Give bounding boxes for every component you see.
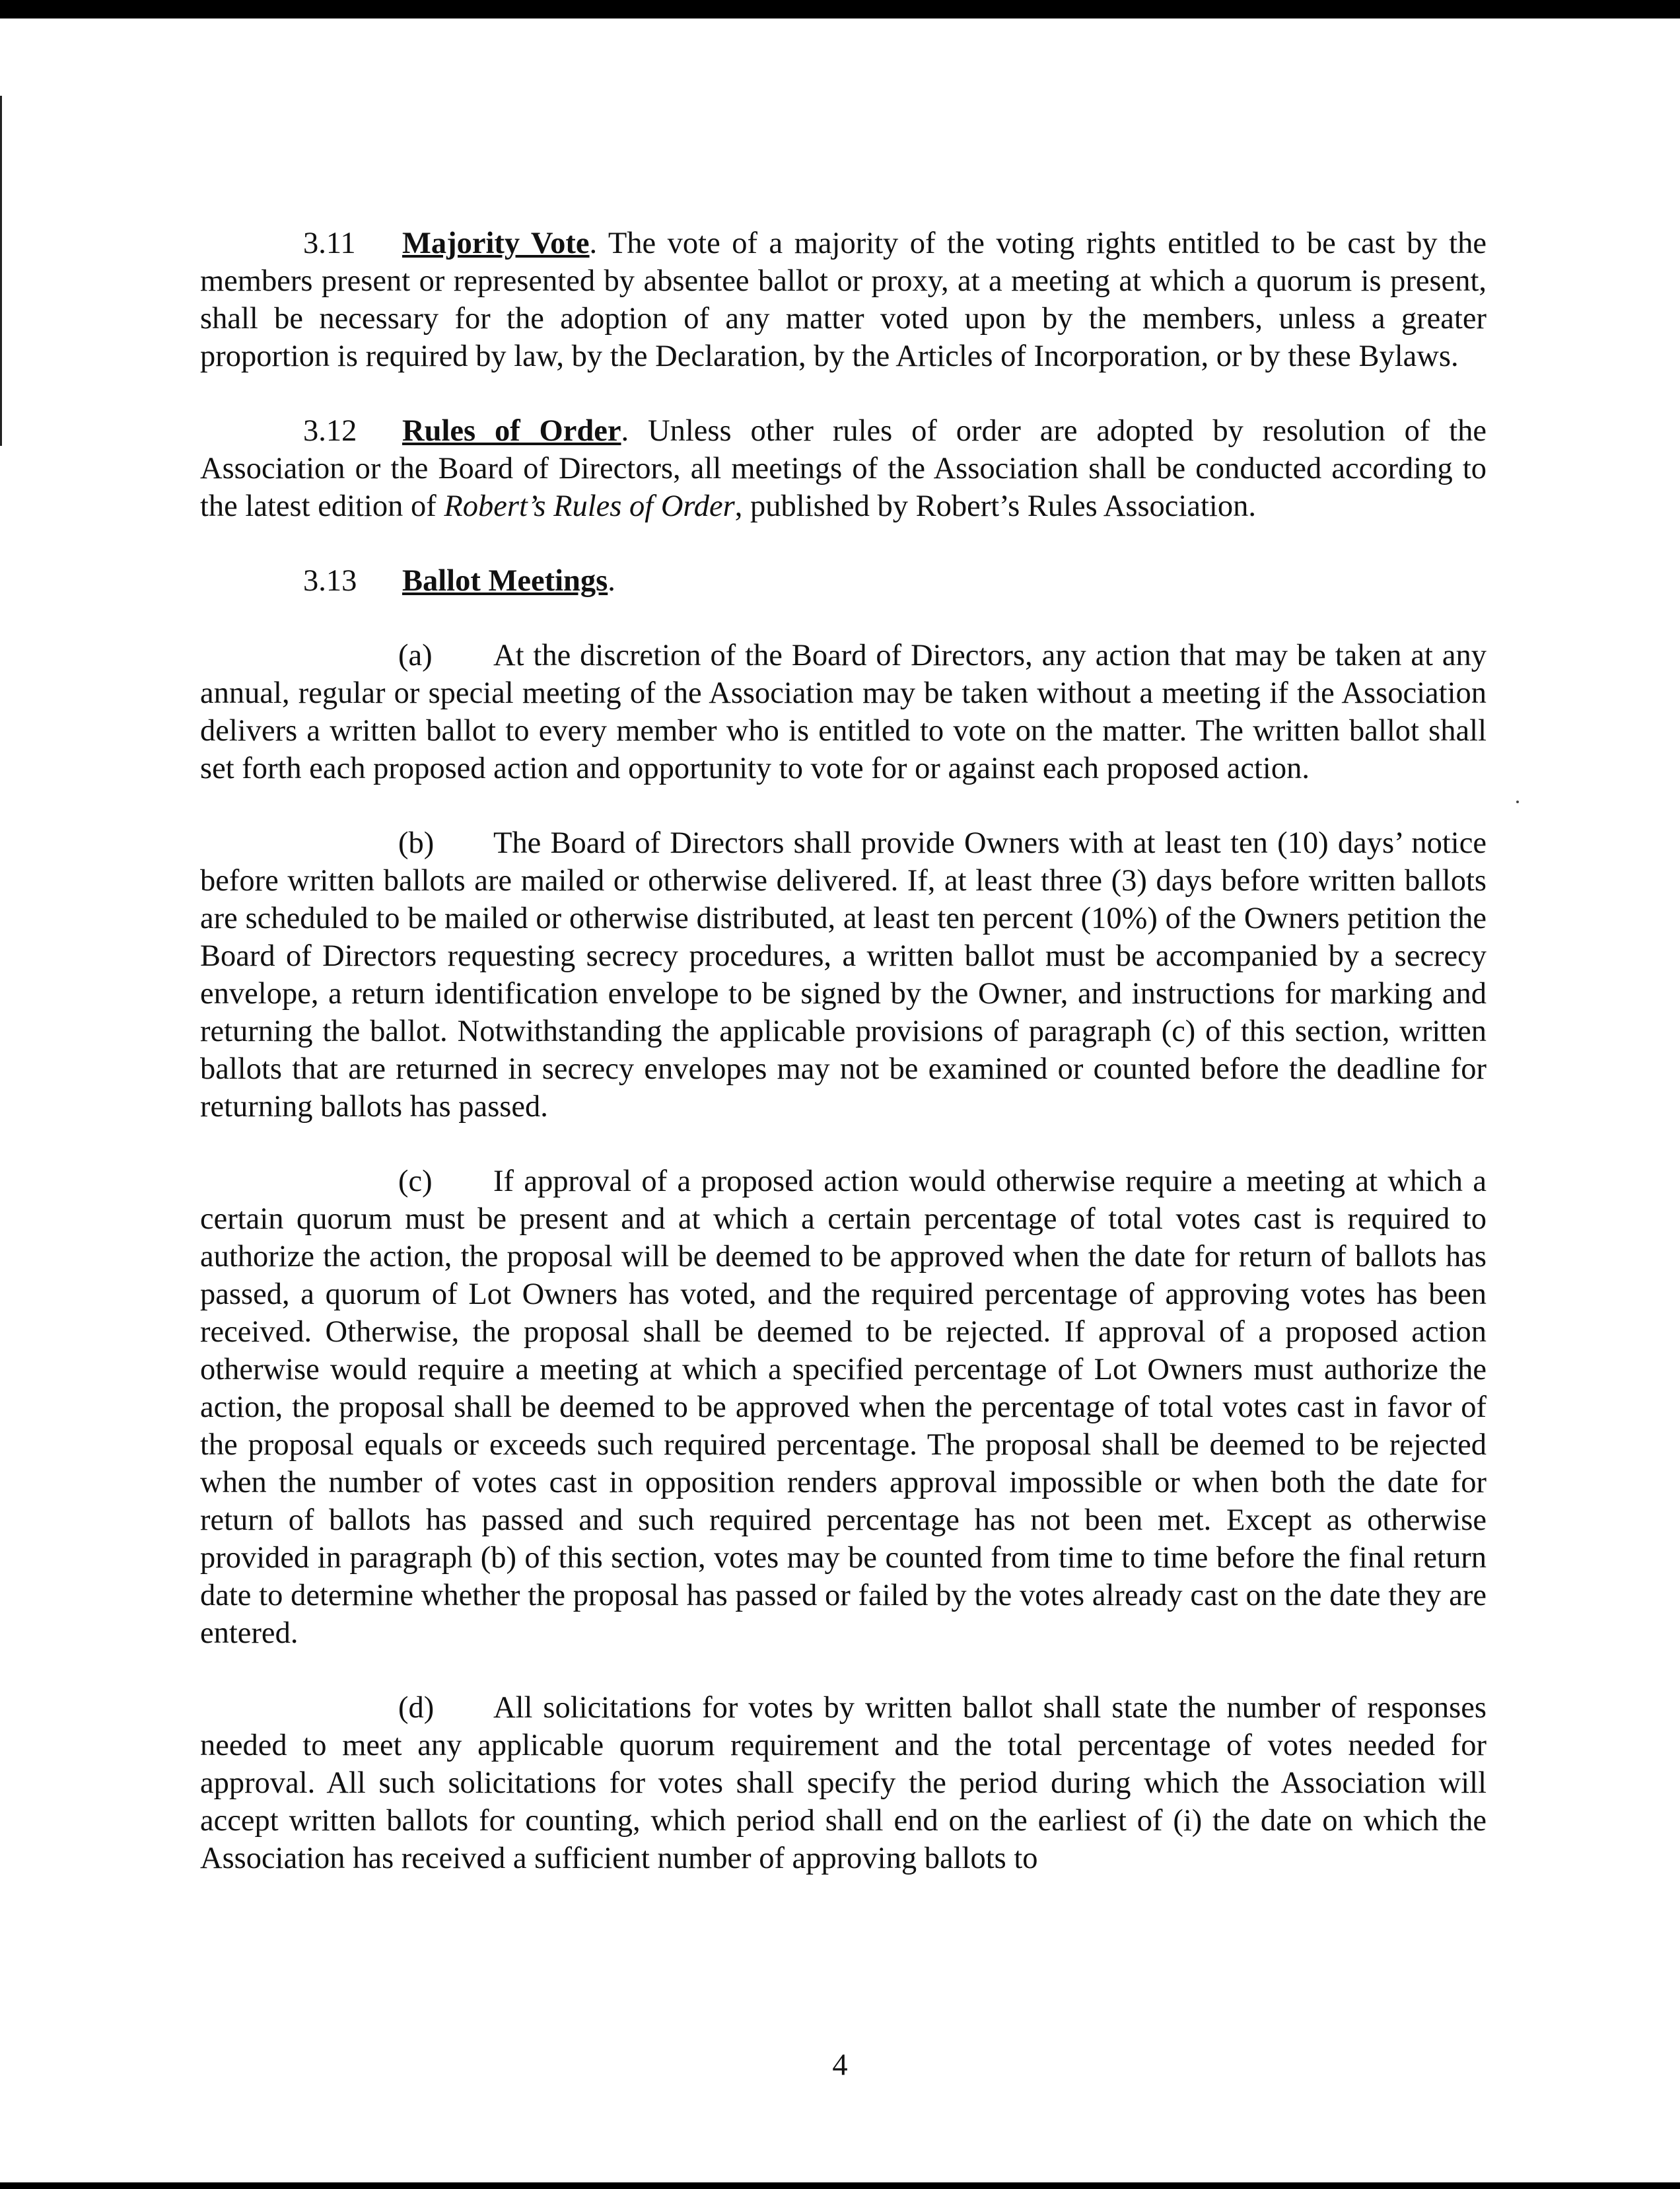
document-body (200, 225, 1487, 1914)
subsection-d (200, 1689, 1487, 1877)
scan-left-edge-mark (0, 96, 2, 446)
subsection-b (200, 824, 1487, 1126)
subsection-c (200, 1163, 1487, 1652)
section-number: 3.13 (303, 564, 357, 598)
subsection-text: The Board of Directors shall provide Owners with at least ten (10) days’ notice before written ballots are mailed or otherwise delivered. If, at least three (3) days before written ballots are scheduled to be mailed or otherwise distributed, at least ten percent (10%) of the Owners petition the Board of Directors requesting secrecy procedures, a written ballot must be accompanied by a secrecy envelope, a return identification envelope to be signed by the Owner, and instructions for marking and returning the ballot. Notwithstanding the applicable provisions of paragraph (c) of this section, written ballots that are returned in secrecy envelopes may not be examined or counted before the deadline for returning ballots has passed. (200, 826, 1487, 1124)
subsection-label: (a) (398, 639, 433, 672)
scan-bottom-border (0, 2182, 1680, 2189)
section-body-end: , published by Robert’s Rules Association. (734, 489, 1256, 523)
section-3-11 (200, 225, 1487, 375)
section-number: 3.11 (303, 227, 356, 260)
section-body-italic: Robert’s Rules of Order (444, 489, 735, 523)
section-3-12 (200, 412, 1487, 525)
subsection-label: (d) (398, 1691, 435, 1725)
section-body: . Unless other rules of order are adopted by resolution of the Association or the Board of Directors, all meetings of the Association shall be conducted according to the latest edition of (200, 414, 1487, 523)
subsection-text: All solicitations for votes by written ballot shall state the number of responses needed to meet any applicable quorum requirement and the total percentage of votes needed for approval. All such solicitations for votes shall specify the period during which the Association will accept written ballots for counting, which period shall end on the earliest of (i) the date on which the Association has received a sufficient number of approving ballots to (200, 1691, 1487, 1875)
section-body: . The vote of a majority of the voting rights entitled to be cast by the members present or represented by absentee ballot or proxy, at a meeting at which a quorum is present, shall be necessary for the adoption of any matter voted upon by the members, unless a greater proportion is required by law, by the Declaration, by the Articles of Incorporation, or by these Bylaws. (200, 227, 1487, 373)
subsection-label: (c) (398, 1165, 433, 1198)
page-number: 4 (832, 2048, 848, 2082)
section-3-13-heading (200, 562, 1487, 600)
scan-top-border (0, 0, 1680, 18)
section-heading: Majority Vote (402, 227, 590, 260)
subsection-text: If approval of a proposed action would otherwise require a meeting at which a certain quorum must be present and at which a certain percentage of total votes cast is required to authorize the action, the proposal will be deemed to be approved when the date for return of ballots has passed, a quorum of Lot Owners has voted, and the required percentage of approving votes has been received. Otherwise, the proposal shall be deemed to be rejected. If approval of a proposed action otherwise would require a meeting at which a specified percentage of Lot Owners must authorize the action, the proposal shall be deemed to be approved when the percentage of total votes cast in favor of the proposal equals or exceeds such required percentage. The proposal shall be deemed to be rejected when the number of votes cast in opposition renders approval impossible or when both the date for return of ballots has passed and such required percentage has not been met. Except as otherwise provided in paragraph (b) of this section, votes may be counted from time to time before the final return date to determine whether the proposal has passed or failed by the votes already cast on the date they are entered. (200, 1165, 1487, 1650)
section-heading-period: . (608, 564, 615, 598)
subsection-label: (b) (398, 826, 435, 860)
section-heading: Rules of Order (402, 414, 621, 448)
section-number: 3.12 (303, 414, 357, 448)
section-heading: Ballot Meetings (402, 564, 608, 598)
subsection-text: At the discretion of the Board of Directors, any action that may be taken at any annual, regular or special meeting of the Association may be taken without a meeting if the Association delivers a written ballot to every member who is entitled to vote on the matter. The written ballot shall set forth each proposed action and opportunity to vote for or against each proposed action. (200, 639, 1487, 785)
scan-speck (1516, 801, 1519, 803)
subsection-a (200, 637, 1487, 787)
